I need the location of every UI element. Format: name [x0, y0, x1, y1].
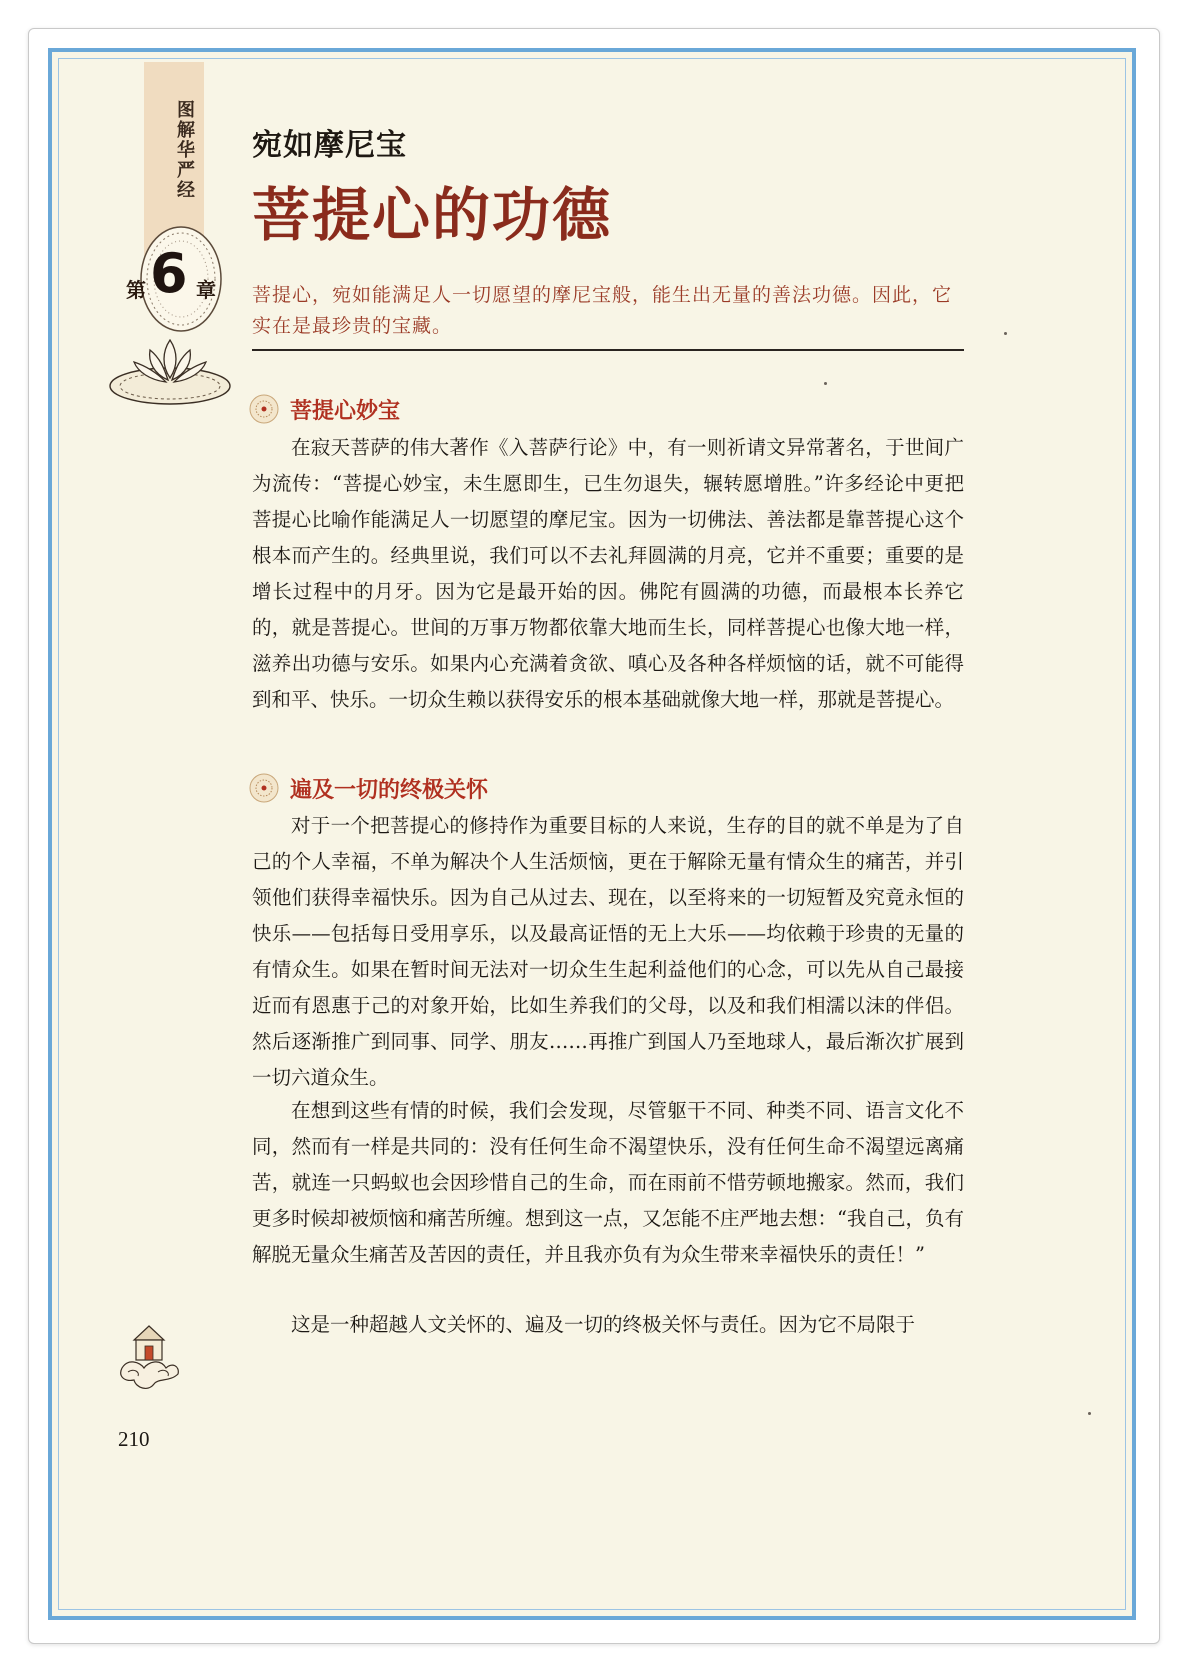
wheel-emblem-icon	[248, 772, 280, 804]
wheel-emblem-icon	[248, 393, 280, 425]
lotus-icon	[106, 332, 234, 408]
section-heading-text: 菩提心妙宝	[290, 398, 401, 424]
paragraph: 对于一个把菩提心的修持作为重要目标的人来说，生存的目的就不单是为了自己的个人幸福，不单为解决个人生活烦恼，更在于解除无量有情众生的痛苦，并引领他们获得幸福快乐。因为自己从过去、现在，以至将来的一切短暂及究竟永恒的快乐——包括每日受用享乐，以及最高证悟的无上大乐——均依赖于珍贵的无量的有情众生。如果在暂时间无法对一切众生生起利益他们的心念，可以先从自己最接近而有恩惠于己的对象开始，比如生养我们的父母，以及和我们相濡以沫的伴侣。然后逐渐推广到同事、同学、朋友……再推广到国人乃至地球人，最后渐次扩展到一切六道众生。	[252, 814, 964, 1089]
paragraph: 在想到这些有情的时候，我们会发现，尽管躯干不同、种类不同、语言文化不同，然而有一样是共同的：没有任何生命不渴望快乐，没有任何生命不渴望远离痛苦，就连一只蚂蚁也会因珍惜自己的生命，而在雨前不惜劳顿地搬家。然而，我们更多时候却被烦恼和痛苦所缠。想到这一点，又怎能不庄严地去想：“我自己，负有解脱无量众生痛苦及苦因的责任，并且我亦负有为众生带来幸福快乐的责任！”	[252, 1099, 964, 1266]
book-title: 图解华严经	[174, 100, 195, 200]
temple-ornament-icon	[114, 1322, 184, 1398]
paragraph: 这是一种超越人文关怀的、遍及一切的终极关怀与责任。因为它不局限于	[291, 1313, 916, 1336]
page-number: 210	[118, 1427, 150, 1451]
page-title: 菩提心的功德	[252, 181, 613, 249]
paragraph: 在寂天菩萨的伟大著作《入菩萨行论》中，有一则祈请文异常著名，于世间广为流传：“菩提心妙宝，未生愿即生，已生勿退失，辗转愿增胜。”许多经论中更把菩提心比喻作能满足人一切愿望的摩尼宝。因为一切佛法、善法都是靠菩提心这个根本而产生的。经典里说，我们可以不去礼拜圆满的月亮，它并不重要；重要的是增长过程中的月牙。因为它是最开始的因。佛陀有圆满的功德，而最根本长养它的，就是菩提心。世间的万事万物都依靠大地而生长，同样菩提心也像大地一样，滋养出功德与安乐。如果内心充满着贪欲、嗔心及各种各样烦恼的话，就不可能得到和平、快乐。一切众生赖以获得安乐的根本基础就像大地一样，那就是菩提心。	[252, 436, 964, 711]
intro-text: 菩提心，宛如能满足人一切愿望的摩尼宝般，能生出无量的善法功德。因此，它实在是最珍贵的宝藏。	[252, 284, 953, 337]
print-speck	[1088, 1412, 1091, 1415]
chapter-prefix: 第	[126, 278, 146, 302]
title-divider	[252, 349, 964, 351]
chapter-number: 6	[150, 242, 188, 305]
page-subtitle: 宛如摩尼宝	[252, 128, 407, 163]
section-heading-2	[248, 772, 488, 804]
section-heading-1	[248, 393, 400, 425]
section-heading-text: 遍及一切的终极关怀	[290, 777, 489, 803]
print-speck	[824, 382, 827, 385]
print-speck	[1004, 332, 1007, 335]
book-page	[48, 48, 1136, 1620]
chapter-suffix: 章	[196, 278, 216, 302]
